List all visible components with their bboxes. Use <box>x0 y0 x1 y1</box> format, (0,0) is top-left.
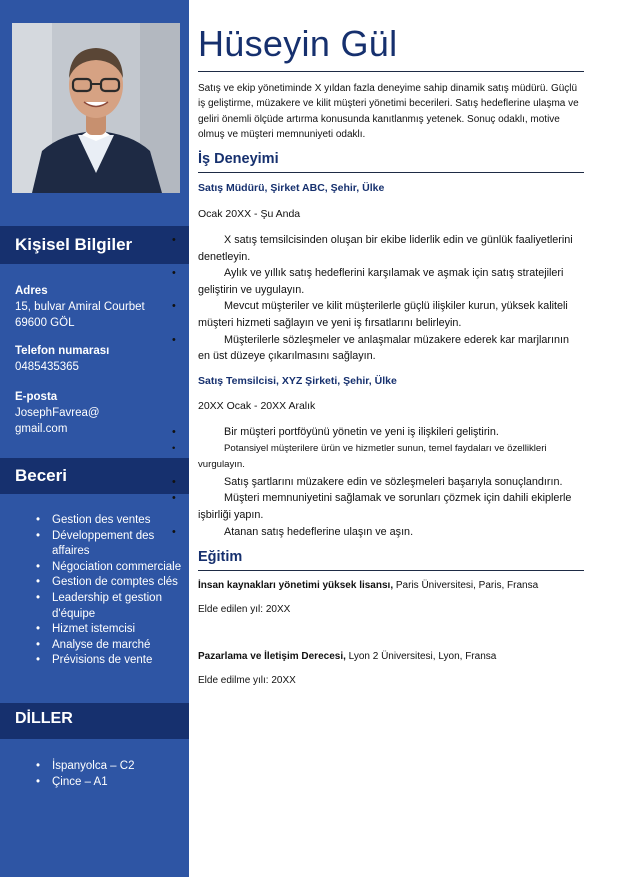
phone-number: 0485435365 <box>15 361 79 373</box>
address-line-1: 15, bulvar Amiral Courbet <box>15 301 145 313</box>
person-portrait-icon <box>12 23 180 193</box>
experience-divider <box>198 172 584 173</box>
degree-name: Pazarlama ve İletişim Derecesi, <box>198 651 346 662</box>
email-line-1: JosephFavrea@ <box>15 407 100 419</box>
job-title: Satış Müdürü, Şirket ABC, Şehir, Ülke <box>198 182 385 194</box>
address-block <box>15 283 180 331</box>
job-bullet: • Potansiyel müşterilere ürün ve hizmetler sunun, temel faydaları ve özellikleri vurgulayın. <box>198 441 584 474</box>
education-entry <box>198 651 496 662</box>
languages-heading: DİLLER <box>0 703 189 739</box>
job-bullet: • Müşterilerle sözleşmeler ve anlaşmalar müzakere ederek kar marjlarının en üst düzeye çıkarılmasını sağlayın. <box>198 332 584 365</box>
school-name: Lyon 2 Üniversitesi, Lyon, Fransa <box>345 651 497 662</box>
address-line-2: 69600 GÖL <box>15 317 75 329</box>
skills-list <box>52 513 184 669</box>
job-bullet: • Mevcut müşteriler ve kilit müşterilerle güçlü ilişkiler kurun, yüksek kaliteli müşteri hizmeti sağlayın ve yeni iş fırsatlarını belirleyin. <box>198 298 584 331</box>
personal-info-heading: Kişisel Bilgiler <box>0 226 189 264</box>
job-bullet: • Müşteri memnuniyetini sağlamak ve sorunları çözmek için dahili ekiplerle işbirliği yapın. <box>198 490 584 523</box>
education-entry <box>198 580 538 591</box>
address-label: Adres <box>15 285 48 297</box>
profile-summary: Satış ve ekip yönetiminde X yıldan fazla deneyime sahip dinamik satış müdürü. Güçlü iş geliştirme, müzakere ve kilit müşteri yönetimi becerileri. Satış hedeflerine ulaşma ve geliri önemli ölçüde artırma konusunda kanıtlanmış yetenek. Sonuç odaklı, motive olmuş ve müşteri memnuniyeti odaklı. <box>198 83 579 141</box>
skills-heading: Beceri <box>0 458 189 494</box>
name-divider <box>198 71 584 72</box>
skill-item: • Développement des affaires <box>52 529 184 560</box>
email-line-2: gmail.com <box>15 423 68 435</box>
education-divider <box>198 570 584 571</box>
skill-item: • Gestion de comptes clés <box>52 575 184 591</box>
job-bullet: • Atanan satış hedeflerine ulaşın ve aşın. <box>198 524 584 541</box>
experience-heading: İş Deneyimi <box>198 151 279 167</box>
phone-block <box>15 343 180 375</box>
skill-item: • Prévisions de vente <box>52 653 184 669</box>
job-bullet: • Aylık ve yıllık satış hedeflerini karşılamak ve aşmak için satış stratejileri geliştirin ve uygulayın. <box>198 265 584 298</box>
skill-item: • Gestion des ventes <box>52 513 184 529</box>
email-label: E-posta <box>15 391 58 403</box>
skill-item: • Leadership et gestion d'équipe <box>52 591 184 622</box>
skill-item: • Analyse de marché <box>52 638 184 654</box>
job-title: Satış Temsilcisi, XYZ Şirketi, Şehir, Ülke <box>198 375 397 387</box>
languages-list <box>52 759 184 790</box>
education-year: Elde edilen yıl: 20XX <box>198 604 291 615</box>
job-dates: Ocak 20XX - Şu Anda <box>198 208 301 220</box>
job-bullet: • Bir müşteri portföyünü yönetin ve yeni iş ilişkileri geliştirin. <box>198 424 584 441</box>
language-item: • İspanyolca – C2 <box>52 759 184 775</box>
job-bullets <box>198 424 584 540</box>
language-item: • Çince – A1 <box>52 775 184 791</box>
skill-item: • Hizmet istemcisi <box>52 622 184 638</box>
job-bullets <box>198 232 584 365</box>
phone-label: Telefon numarası <box>15 345 110 357</box>
education-heading: Eğitim <box>198 549 243 565</box>
email-block <box>15 389 180 437</box>
profile-photo <box>12 23 180 193</box>
sidebar <box>0 0 189 877</box>
degree-name: İnsan kaynakları yönetimi yüksek lisansı, <box>198 580 394 591</box>
school-name: Paris Üniversitesi, Paris, Fransa <box>393 580 539 591</box>
job-bullet: • X satış temsilcisinden oluşan bir ekibe liderlik edin ve günlük faaliyetlerini denetleyin. <box>198 232 584 265</box>
skill-item: • Négociation commerciale <box>52 560 184 576</box>
job-dates: 20XX Ocak - 20XX Aralık <box>198 400 316 412</box>
job-bullet: • Satış şartlarını müzakere edin ve sözleşmeleri başarıyla sonuçlandırın. <box>198 474 584 491</box>
education-year: Elde edilme yılı: 20XX <box>198 675 296 686</box>
candidate-name: Hüseyin Gül <box>198 23 398 64</box>
